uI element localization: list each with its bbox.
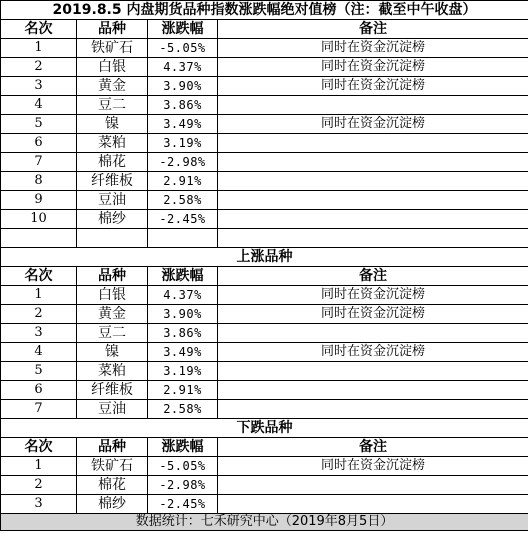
header-note: 备注 [218,20,528,39]
rank-cell: 7 [1,153,77,172]
rank-cell: 2 [1,476,77,495]
note-cell [218,476,528,495]
header-row-down [1,438,528,457]
change-cell: 3.49% [148,343,218,362]
variety-cell: 纤维板 [77,172,148,191]
header-change: 涨跌幅 [148,438,218,457]
table-row [1,381,528,400]
change-cell: 2.91% [148,172,218,191]
table-row [1,77,528,96]
change-cell: 2.58% [148,191,218,210]
variety-cell: 豆油 [77,191,148,210]
down-section-title: 下跌品种 [1,419,528,438]
change-cell: 3.49% [148,115,218,134]
change-cell: 3.86% [148,96,218,115]
title-row [1,1,528,20]
rank-cell: 2 [1,58,77,77]
rank-cell: 6 [1,381,77,400]
table-row [1,476,528,495]
rank-cell: 8 [1,172,77,191]
note-cell [218,134,528,153]
rank-cell: 1 [1,457,77,476]
variety-cell: 镍 [77,115,148,134]
variety-cell: 棉纱 [77,495,148,514]
rank-cell: 1 [1,286,77,305]
note-cell [218,400,528,419]
note-cell [218,172,528,191]
variety-cell: 棉花 [77,153,148,172]
variety-cell: 豆二 [77,96,148,115]
table-row [1,495,528,514]
variety-cell: 菜粕 [77,362,148,381]
rank-cell: 10 [1,210,77,229]
table-row [1,457,528,476]
rank-cell: 5 [1,362,77,381]
change-cell: -5.05% [148,39,218,58]
variety-cell: 铁矿石 [77,39,148,58]
variety-cell: 纤维板 [77,381,148,400]
table-row [1,39,528,58]
up-section-row [1,248,528,267]
note-cell: 同时在资金沉淀榜 [218,343,528,362]
rank-cell: 6 [1,134,77,153]
header-variety: 品种 [77,438,148,457]
note-cell [218,362,528,381]
change-cell: 3.19% [148,362,218,381]
header-row-abs [1,20,528,39]
change-cell: 3.19% [148,134,218,153]
header-variety: 品种 [77,267,148,286]
change-cell: 4.37% [148,286,218,305]
change-cell: 3.90% [148,305,218,324]
table-title: 2019.8.5 内盘期货品种指数涨跌幅绝对值榜（注：截至中午收盘） [1,1,528,20]
variety-cell: 白银 [77,58,148,77]
footer-row [1,514,528,531]
variety-cell: 棉纱 [77,210,148,229]
note-cell [218,324,528,343]
change-cell: -2.98% [148,153,218,172]
note-cell: 同时在资金沉淀榜 [218,77,528,96]
table-row [1,191,528,210]
change-cell: 3.86% [148,324,218,343]
variety-cell: 豆油 [77,400,148,419]
note-cell: 同时在资金沉淀榜 [218,115,528,134]
change-cell: 3.90% [148,77,218,96]
rank-cell: 5 [1,115,77,134]
table-row [1,286,528,305]
note-cell [218,96,528,115]
table-row [1,305,528,324]
change-cell: -2.98% [148,476,218,495]
variety-cell: 棉花 [77,476,148,495]
rank-cell: 3 [1,495,77,514]
note-cell: 同时在资金沉淀榜 [218,39,528,58]
table-row [1,134,528,153]
rank-cell: 4 [1,343,77,362]
note-cell: 同时在资金沉淀榜 [218,457,528,476]
table-row [1,210,528,229]
change-cell: 4.37% [148,58,218,77]
note-cell: 同时在资金沉淀榜 [218,305,528,324]
variety-cell: 黄金 [77,305,148,324]
down-section-row [1,419,528,438]
header-change: 涨跌幅 [148,20,218,39]
table-row [1,58,528,77]
note-cell [218,495,528,514]
variety-cell: 铁矿石 [77,457,148,476]
rank-cell: 3 [1,77,77,96]
change-cell: 2.91% [148,381,218,400]
header-rank: 名次 [1,438,77,457]
blank-cell [218,229,528,248]
variety-cell: 黄金 [77,77,148,96]
note-cell: 同时在资金沉淀榜 [218,58,528,77]
rank-cell: 9 [1,191,77,210]
variety-cell: 镍 [77,343,148,362]
blank-cell [1,229,77,248]
header-change: 涨跌幅 [148,267,218,286]
rank-cell: 7 [1,400,77,419]
table-row [1,400,528,419]
up-section-title: 上涨品种 [1,248,528,267]
variety-cell: 豆二 [77,324,148,343]
note-cell [218,191,528,210]
blank-cell [77,229,148,248]
table-row [1,96,528,115]
header-row-up [1,267,528,286]
note-cell [218,153,528,172]
table-body [1,1,528,531]
note-cell [218,210,528,229]
note-cell [218,381,528,400]
rank-cell: 3 [1,324,77,343]
header-rank: 名次 [1,267,77,286]
table-row [1,343,528,362]
table-row [1,172,528,191]
rank-cell: 2 [1,305,77,324]
rank-cell: 4 [1,96,77,115]
blank-cell [148,229,218,248]
change-cell: 2.58% [148,400,218,419]
variety-cell: 菜粕 [77,134,148,153]
header-note: 备注 [218,267,528,286]
table-row [1,324,528,343]
change-cell: -5.05% [148,457,218,476]
change-cell: -2.45% [148,210,218,229]
table-row [1,115,528,134]
header-variety: 品种 [77,20,148,39]
header-rank: 名次 [1,20,77,39]
table-row [1,362,528,381]
change-cell: -2.45% [148,495,218,514]
table-row [1,153,528,172]
variety-cell: 白银 [77,286,148,305]
note-cell: 同时在资金沉淀榜 [218,286,528,305]
header-note: 备注 [218,438,528,457]
blank-row [1,229,528,248]
rank-cell: 1 [1,39,77,58]
data-source-footer: 数据统计：七禾研究中心（2019年8月5日） [1,514,528,531]
